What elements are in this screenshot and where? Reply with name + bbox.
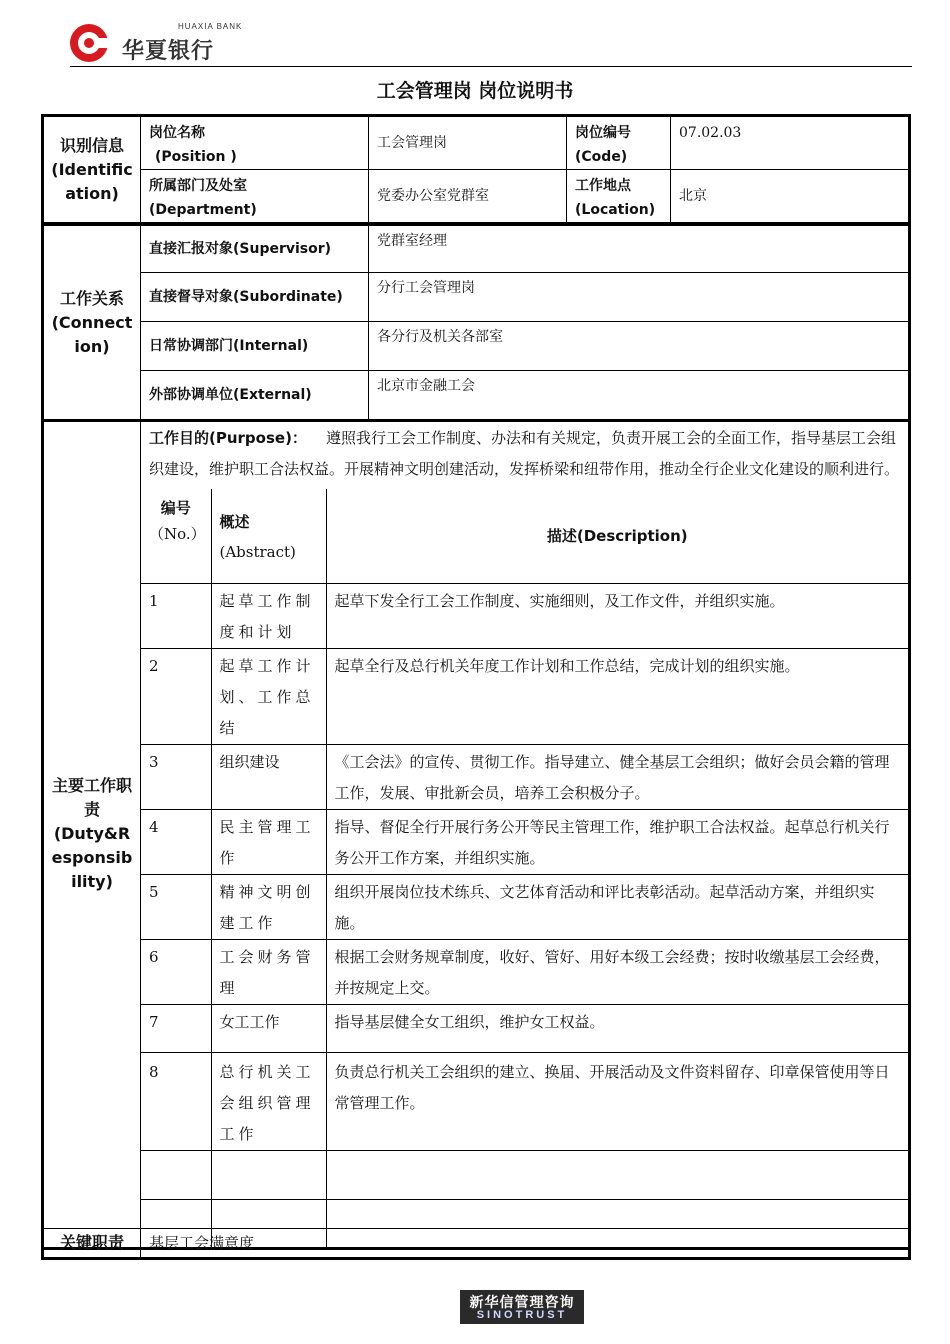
sinotrust-logo-chinese: 新华信管理咨询 (469, 1295, 575, 1311)
duty-description: 起草全行及总行机关年度工作计划和工作总结，完成计划的组织实施。 (326, 648, 908, 744)
connection-table (41, 225, 911, 422)
subordinate-value: 分行工会管理岗 (369, 273, 910, 322)
duty-description: 负责总行机关工会组织的建立、换届、开展活动及文件资料留存、印章保管使用等日常管理工作。 (326, 1052, 908, 1150)
duty-table (41, 420, 911, 1250)
connection-section-label: 工作关系 (Connection) (43, 226, 141, 421)
department-label: 所属部门及处室 (Department) (141, 170, 369, 224)
duty-no: 3 (141, 744, 211, 809)
external-label: 外部协调单位(External) (141, 371, 369, 421)
position-value: 工会管理岗 (369, 116, 567, 170)
duty-description: 组织开展岗位技术练兵、文艺体育活动和评比表彰活动。起草活动方案，并组织实施。 (326, 874, 908, 939)
sinotrust-logo (460, 1290, 584, 1324)
logo-english-name: HUAXIA BANK (178, 22, 243, 31)
purpose-label: 工作目的(Purpose)： (149, 429, 307, 447)
duty-description: 指导基层健全女工组织，维护女工权益。 (326, 1004, 908, 1052)
key-duty-value: 基层工会满意度 (141, 1229, 910, 1259)
table-row (141, 1004, 908, 1052)
duty-abstract: 精神文明创建工作 (211, 874, 326, 939)
duty-no: 4 (141, 809, 211, 874)
internal-value: 各分行及机关各部室 (369, 322, 910, 371)
code-value: 07.02.03 (671, 116, 910, 170)
duty-description: 《工会法》的宣传、贯彻工作。指导建立、健全基层工会组织；做好会员会籍的管理工作，发展、审批新会员，培养工会积极分子。 (326, 744, 908, 809)
duty-abstract: 女工工作 (211, 1004, 326, 1052)
duty-items-table (141, 489, 908, 1247)
header-rule (70, 66, 912, 67)
purpose-block (141, 421, 908, 489)
duty-abstract: 工会财务管理 (211, 939, 326, 1004)
duty-no: 1 (141, 583, 211, 648)
table-row (141, 583, 908, 648)
duty-no: 5 (141, 874, 211, 939)
duty-section-label: 主要工作职责 (Duty&Responsibility) (43, 421, 141, 1249)
duty-description: 根据工会财务规章制度，收好、管好、用好本级工会经费；按时收缴基层工会经费，并按规定上交。 (326, 939, 908, 1004)
supervisor-label: 直接汇报对象(Supervisor) (141, 226, 369, 273)
table-row (141, 809, 908, 874)
duty-abstract: 起草工作制度和计划 (211, 583, 326, 648)
duty-abstract: 组织建设 (211, 744, 326, 809)
table-row (141, 648, 908, 744)
supervisor-value: 党群室经理 (369, 226, 910, 273)
table-row (141, 1052, 908, 1150)
document-title: 工会管理岗 岗位说明书 (376, 80, 574, 102)
table-row-empty (141, 1150, 908, 1199)
duty-no: 2 (141, 648, 211, 744)
sinotrust-logo-english: SINOTRUST (476, 1309, 568, 1321)
identification-section-label: 识别信息 (Identification) (43, 116, 141, 224)
header-abstract: 概述 (Abstract) (211, 489, 326, 583)
department-value: 党委办公室党群室 (369, 170, 567, 224)
code-label: 岗位编号 (Code) (567, 116, 671, 170)
duty-no: 8 (141, 1052, 211, 1150)
duty-abstract: 民主管理工作 (211, 809, 326, 874)
header-description: 描述(Description) (326, 489, 908, 583)
key-duty-table (41, 1228, 911, 1260)
table-row (141, 744, 908, 809)
internal-label: 日常协调部门(Internal) (141, 322, 369, 371)
huaxia-bank-logo-mark-icon (68, 22, 110, 64)
table-row (141, 939, 908, 1004)
duty-description: 起草下发全行工会工作制度、实施细则，及工作文件，并组织实施。 (326, 583, 908, 648)
duty-no: 7 (141, 1004, 211, 1052)
external-value: 北京市金融工会 (369, 371, 910, 421)
table-row (141, 874, 908, 939)
purpose-text: 遵照我行工会工作制度、办法和有关规定，负责开展工会的全面工作，指导基层工会组织建设，维护职工合法权益。开展精神文明创建活动，发挥桥梁和纽带作用，推动全行企业文化建设的顺利进行。 (149, 429, 900, 478)
duty-description: 指导、督促全行开展行务公开等民主管理工作，维护职工合法权益。起草总行机关行务公开工作方案，并组织实施。 (326, 809, 908, 874)
duty-abstract: 起草工作计划、工作总结 (211, 648, 326, 744)
identification-table (41, 114, 911, 225)
logo-chinese-name: 华夏银行 (122, 39, 215, 64)
position-label: 岗位名称 (Position ) (141, 116, 369, 170)
header-no: 编号 （No.） (141, 489, 211, 583)
location-label: 工作地点 (Location) (567, 170, 671, 224)
duty-no: 6 (141, 939, 211, 1004)
subordinate-label: 直接督导对象(Subordinate) (141, 273, 369, 322)
duty-items-header-row (141, 489, 908, 583)
key-duty-label: 关键职责 (43, 1229, 141, 1259)
duty-abstract: 总行机关工会组织管理工作 (211, 1052, 326, 1150)
location-value: 北京 (671, 170, 910, 224)
